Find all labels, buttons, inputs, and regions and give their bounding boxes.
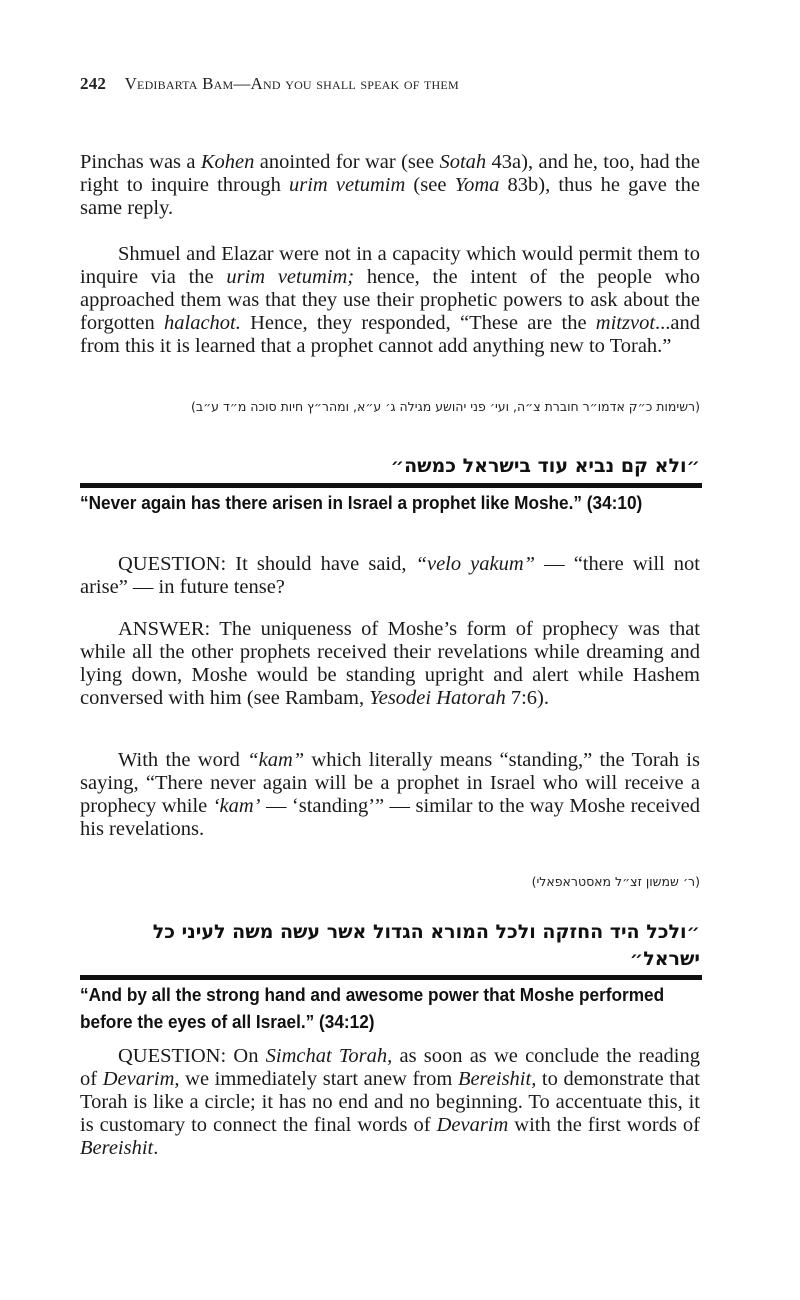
page-number: 242	[80, 74, 107, 93]
running-head	[80, 74, 459, 94]
source-citation: (ר׳ שמשון זצ״ל מאסטראפאלי)	[531, 874, 700, 889]
english-heading-verse-34-10: “Never again has there arisen in Israel a prophet like Moshe.” (34:10)	[80, 492, 643, 513]
answer-paragraph: ANSWER: The uniqueness of Moshe’s form of prophecy was that while all the other prophets received their revelations while dreaming and lying down, Moshe would be standing upright and alert while Hashem conversed with him (see Rambam, Yesodei Hatorah 7:6).	[80, 618, 700, 709]
heading-rule	[80, 483, 702, 488]
hebrew-heading-verse-34-12: ״ולכל היד החזקה ולכל המורא הגדול אשר עשה משה לעיני כל ישראל״	[152, 921, 700, 970]
question-paragraph: QUESTION: On Simchat Torah, as soon as we conclude the reading of Devarim, we immediately start anew from Bereishit, to demonstrate that Torah is like a circle; it has no end and no beginning. To accentuate this, it is customary to connect the final words of Devarim with the first words of Bereishit.	[80, 1045, 701, 1159]
book-title: Vedibarta Bam—And you shall speak of them	[124, 74, 459, 93]
english-heading-verse-34-12: “And by all the strong hand and awesome power that Moshe performed before the eyes of all Israel.” (34:12)	[80, 984, 665, 1032]
question-paragraph: QUESTION: It should have said, “velo yakum” — “there will not arise” — in future tense?	[80, 553, 700, 598]
paragraph-kam: With the word “kam” which literally means “standing,” the Torah is saying, “There never again will be a prophet in Israel who will receive a prophecy while ‘kam’ — ‘standing’” — similar to the way Moshe received his revelations.	[80, 749, 700, 840]
hebrew-heading-verse-34-10: ״ולא קם נביא עוד בישראל כמשה״	[390, 455, 700, 477]
paragraph-pinchas: Pinchas was a Kohen anointed for war (see Sotah 43a), and he, too, had the right to inquire through urim vetumim (see Yoma 83b), thus he gave the same reply.	[80, 151, 700, 219]
source-citation: (רשימות כ״ק אדמו״ר חוברת צ״ה, ועי׳ פני יהושע מגילה ג׳ ע״א, ומהר״ץ חיות סוכה מ״ד ע״ב)	[191, 399, 700, 414]
paragraph-shmuel-elazar: Shmuel and Elazar were not in a capacity which would permit them to inquire via the urim vetumim; hence, the intent of the people who approached them was that they use their prophetic powers to ask about the forgotten halachot. Hence, they responded, “These are the mitzvot...and from this it is learned that a prophet cannot add anything new to Torah.”	[80, 243, 700, 357]
heading-rule	[80, 975, 702, 980]
